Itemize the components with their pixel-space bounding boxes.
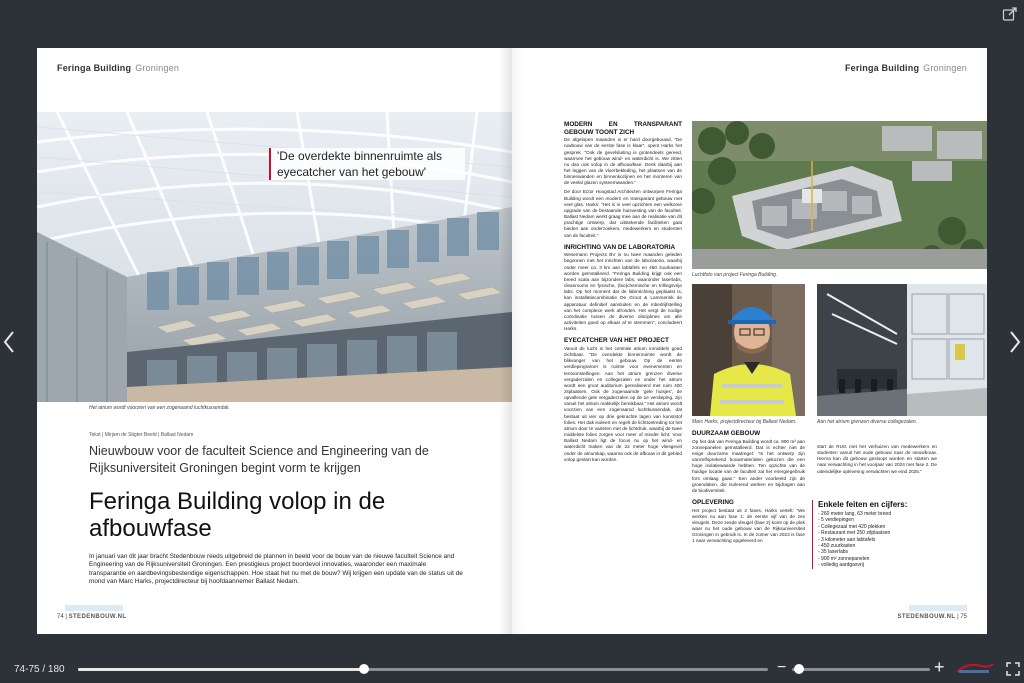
- previous-page-icon[interactable]: [2, 330, 16, 354]
- brand-label: STEDENBOUW.NL: [68, 614, 127, 620]
- article-lead: Nieuwbouw voor de faculteit Science and Engineering van de Rijksuniversiteit Groningen begint vorm te krijgen: [89, 444, 429, 475]
- zoom-knob[interactable]: [794, 664, 804, 674]
- publisher-logo: [955, 660, 995, 676]
- paragraph: Vanuit de lucht is het centrale atrium inmiddels goed zichtbaar. “De overdekte binnenruimte wordt de blikvanger van het gebouw. Op de eerste verdiepingsvloer is ruimte voor evenementen en tentoonstellingen. Aan het atrium grenzen diverse vergaderzalen en collegezalen en onder het atrium wordt een groot auditorium gerealiseerd met ruim 400 zitplaatsen. Ook de zogenaamde ‘gele huisjes’, de opvallende gele vergaderzalen op de 1e verdieping, zijn vanuit het atrium makkelijk bereikbaar.” Het atrium wordt voorzien van een zogenaamd luchtkussendak, dat bestaat uit vier op drie gekrachte lagen van kunststof folies. Het dak isoleert en regelt de lichttoetreding tot het atrium door te variëren met de lichtdruk, waarbij de twee middelste folies zorgen voor meer of minder licht. Voor Ballast Nedam ligt de focus nu op het wind- en waterdicht maken van de 22 meter hoge vliesgevel onder de atriumkap, waarna ook de afbouw in dit gebied volop gestart kan worden.: [564, 345, 682, 462]
- key-fact: - 260 meter lang, 63 meter breed: [818, 511, 892, 517]
- section-heading: DUURZAAM GEBOUW: [692, 430, 761, 437]
- portrait-caption: Marc Harks, projectdirecteur bij Ballast Nedam.: [692, 419, 797, 425]
- article-intro: In januari van dit jaar bracht Stedenbouw reeds uitgebreid de plannen in beeld voor de bouw van de nieuwe faculteit Science and Engineering van de Rijksuniversiteit Groningen. Een prestigieus project boordevol innovaties, waaronder een maximale transparantie en aardbevingsbestendige eigenschappen. Hoe staat het nu met de bouw? Wij krijgen een update van de status uit de mond van Marc Harks, projectdirecteur bij hoofdaannemer Ballast Nedam.: [89, 553, 463, 586]
- key-fact: - 3 kilometer aan labtafels: [818, 536, 876, 543]
- key-fact: - volledig aardgasvrij: [818, 562, 864, 569]
- section-heading: INRICHTING VAN DE LABORATORIA: [564, 243, 676, 251]
- fullscreen-icon[interactable]: [1006, 662, 1020, 676]
- text-column-3: [817, 444, 937, 478]
- running-header: [845, 63, 967, 73]
- aerial-photo: [692, 121, 987, 269]
- header-title: Feringa Building: [844, 63, 920, 73]
- page-number-right: 75: [960, 614, 967, 620]
- left-page: [37, 48, 512, 634]
- zoom-slider[interactable]: [792, 668, 930, 671]
- aerial-caption: Luchtfoto van project Feringa Building.: [692, 272, 778, 278]
- left-footer: 74 | STEDENBOUW.NL: [57, 614, 126, 620]
- right-footer: STEDENBOUW.NL | 75: [898, 614, 967, 620]
- viewer-toolbar: [0, 655, 1024, 683]
- text-column-1: [564, 121, 682, 466]
- page-indicator: 74-75 / 180: [14, 664, 65, 675]
- key-fact: - 5 verdiepingen: [818, 517, 854, 524]
- key-facts-box: [812, 500, 952, 569]
- paragraph: start de RUG met het verhuizen van medewerkers en studenten vanuit het oude gebouw naar de nieuwbouw. Hierna kan dit gebouw gesloopt worden en starten we naar verwachting in het voorjaar van 2024 met fase 2. De uiteindelijke oplevering verwachten we eind 2025.”: [817, 444, 937, 474]
- zoom-out-button[interactable]: −: [777, 659, 787, 676]
- header-city: Groningen: [923, 63, 967, 73]
- key-fact: - 900 m² zonnepanelen: [818, 555, 870, 562]
- right-page: [512, 48, 987, 634]
- next-page-icon[interactable]: [1008, 330, 1022, 354]
- portrait-photo: [692, 284, 805, 416]
- section-heading: MODERN EN TRANSPARANT GEBOUW TOONT ZICH: [564, 121, 682, 136]
- footer-bar: [909, 605, 967, 611]
- page-number-left: 74: [57, 614, 64, 620]
- progress-fill: [78, 668, 364, 671]
- section-heading: EYECATCHER VAN HET PROJECT: [564, 337, 669, 345]
- article-headline: Feringa Building volop in de afbouwfase: [89, 488, 386, 542]
- key-fact: - 35 laserlabs: [818, 549, 849, 556]
- interior-photo: [817, 284, 987, 416]
- text-column-2: [692, 430, 805, 548]
- key-fact: - Collegezaal met 420 plekken: [818, 523, 886, 530]
- paragraph: De door Ector Hoogstad Architecten ontworpen Feringa Building wordt een modern en transparant gebouw met veel glas. Harks: “Het is in veel opzichten een welkome upgrade van de bestaande huisvesting van de faculteit. Ballast Nedam werkt graag mee aan de realisatie van dit prachtige ontwerp, dat uitstekende faciliteiten gaat bieden aan onderzoekers, medewerkers en studenten van de faculteit.”: [564, 189, 682, 238]
- key-fact: - Restaurant met 250 zitplaatsen: [818, 530, 891, 537]
- key-fact: - 450 zuurkasten: [818, 543, 856, 550]
- article-credit: Tekst | Mirjam de Stigter Beeld | Ballast Nedam: [89, 432, 194, 438]
- interior-caption: Aan het atrium grenzen diverse collegezalen.: [817, 419, 918, 425]
- header-title: Feringa Building: [57, 63, 132, 73]
- progress-knob[interactable]: [359, 664, 369, 674]
- magazine-spread: [37, 48, 987, 634]
- paragraph: Wesemann Projects BV is nu twee maanden geleden begonnen met het inrichten van de laboratoria, waarbij onder meer ca. 3 km aan labtafels en 450 zuurkasten worden geïnstalleerd. “Feringa Building krijgt ook een breed scala aan bijzondere labs, waaronder laserlabs, cleanrooms en fysische, (bio)chemische en trillingsvrije labs. Op het moment dat de labinrichting geplaatst is, kan installatiecombinatie De Groot & Lammerink de apparatuur definitief aansluiten en de inbedrijfstelling van het complexe werk afronden. Het vergt de nodige coördinatie tussen de diverse disciplines om alle activiteiten goed op elkaar af te stemmen”, concludeert Harks.: [564, 252, 682, 332]
- footer-bar: [65, 605, 123, 611]
- section-heading: OPLEVERING: [692, 499, 734, 506]
- paragraph: Het project bestaat uit 2 fases. Harks vertelt: “We werken nu aan fase 1: de eerste vijf van de zes vleugels. Deze zesde vleugel (fase 2) komt op de plek waar nu het oude gebouw van de Rijksuniversiteit Groningen in gebruik is. In de zomer van 2023 is fase 1 naar verwachting opgeleverd en: [692, 507, 805, 544]
- paragraph: Op het dak van Feringa Building wordt ca. 900 m² aan zonnepanelen geïnstalleerd. Dat is echter niet de enige duurzame maatregel: “In het ontwerp zijn vanzelfsprekend bouwmaterialen gekozen die een hoge isolatiewaarde hebben. Ten opzichte van de huidige locatie van de faculteit zal het energiegebruik fors omlaag gaan.” Een ander voorbeeld zijn de groendaken, die isolerend werken en bijdragen aan de biodiversiteit.: [692, 438, 805, 493]
- header-city: Groningen: [135, 63, 180, 73]
- running-header: [57, 63, 179, 73]
- key-facts-title: Enkele feiten en cijfers:: [818, 500, 908, 509]
- zoom-in-button[interactable]: +: [934, 657, 945, 677]
- pull-quote: 'De overdekte binnenruimte als eyecatcher van het gebouw': [269, 148, 465, 180]
- spine-shadow: [499, 48, 525, 634]
- page-progress-slider[interactable]: [78, 668, 768, 671]
- brand-label: STEDENBOUW.NL: [897, 614, 956, 620]
- paragraph: De afgelopen maanden is er hard doorgebouwd. “De ruwbouw van de eerste fase is klaar”, opent Harks het gesprek. “Ook de gevelsluiting is grotendeels gereed, waarmee het gebouw wind- en waterdicht is. We zitten nu dan ook volop in de afbouwfase. Denk daarbij aan het leggen van de vloerbekleding, het plaatsen van de binnenwanden en binnenkozijnen en het monteren van de veelal glazen systeemwanden.”: [564, 137, 682, 186]
- share-icon[interactable]: [1002, 6, 1018, 22]
- hero-caption: Het atrium wordt voorzien van een zogenaamd luchtkussendak.: [89, 405, 230, 411]
